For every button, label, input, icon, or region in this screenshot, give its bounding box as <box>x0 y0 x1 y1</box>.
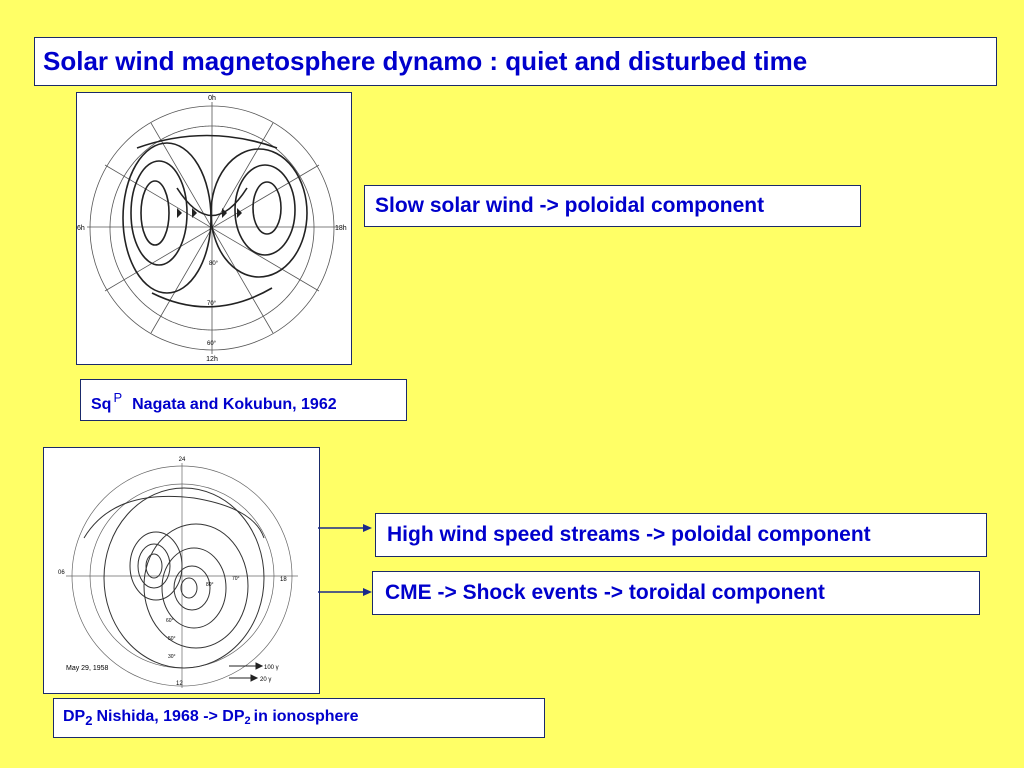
sqp-current-figure <box>76 92 352 365</box>
dp2-caption-ionosphere: in ionosphere <box>253 708 359 725</box>
fig2-label-18: 18 <box>280 577 287 583</box>
fig1-label-0h: 0h <box>208 95 216 102</box>
sqp-caption-prefix: Sq <box>91 396 112 413</box>
cme-shock-box <box>372 571 980 615</box>
fig2-scale-20: 20 γ <box>260 677 272 683</box>
slow-solar-wind-box <box>364 185 861 227</box>
slide-title-box <box>34 37 997 86</box>
fig1-lat-60: 60° <box>207 341 217 347</box>
fig1-label-6h: 6h <box>77 225 85 232</box>
dp2-current-diagram <box>44 448 319 693</box>
dp2-caption-reference: Nishida, 1968 -> DP <box>96 708 245 725</box>
fig2-label-06: 06 <box>58 570 65 576</box>
fig2-lat-70: 70° <box>232 576 240 582</box>
fig1-lat-70: 70° <box>207 301 217 307</box>
slow-solar-wind-text: Slow solar wind -> poloidal component <box>375 194 765 217</box>
dp2-caption-subscript-2: 2 <box>244 715 251 727</box>
dp2-caption-dp: DP <box>63 708 86 725</box>
fig2-lat-30: 30° <box>168 654 176 660</box>
dp2-current-figure <box>43 447 320 694</box>
high-speed-streams-text: High wind speed streams -> poloidal component <box>387 523 871 546</box>
fig2-lat-60: 60° <box>166 618 174 624</box>
cme-shock-text: CME -> Shock events -> toroidal component <box>385 581 825 604</box>
sqp-current-diagram <box>77 93 351 364</box>
fig2-label-12: 12 <box>176 681 183 687</box>
dp2-caption-subscript: 2 <box>85 713 93 728</box>
fig1-lat-80: 80° <box>209 261 219 267</box>
high-speed-streams-box <box>375 513 987 557</box>
fig2-lat-80: 80° <box>206 582 214 588</box>
fig1-label-18h: 18h <box>335 225 347 232</box>
fig2-lat-50: 50° <box>168 636 176 642</box>
sqp-caption-box <box>80 379 407 421</box>
sqp-caption-reference: Nagata and Kokubun, 1962 <box>132 396 337 413</box>
arrow-to-cme <box>318 586 374 598</box>
fig1-label-12h: 12h <box>206 356 218 363</box>
slide-title: Solar wind magnetosphere dynamo : quiet and disturbed time <box>43 46 808 76</box>
fig2-scale-100: 100 γ <box>264 665 279 671</box>
arrow-to-high-speed <box>318 522 374 534</box>
fig2-date: May 29, 1958 <box>66 665 109 672</box>
dp2-caption-box <box>53 698 545 738</box>
sqp-caption-superscript: P <box>113 390 123 405</box>
fig2-label-24: 24 <box>178 457 186 463</box>
